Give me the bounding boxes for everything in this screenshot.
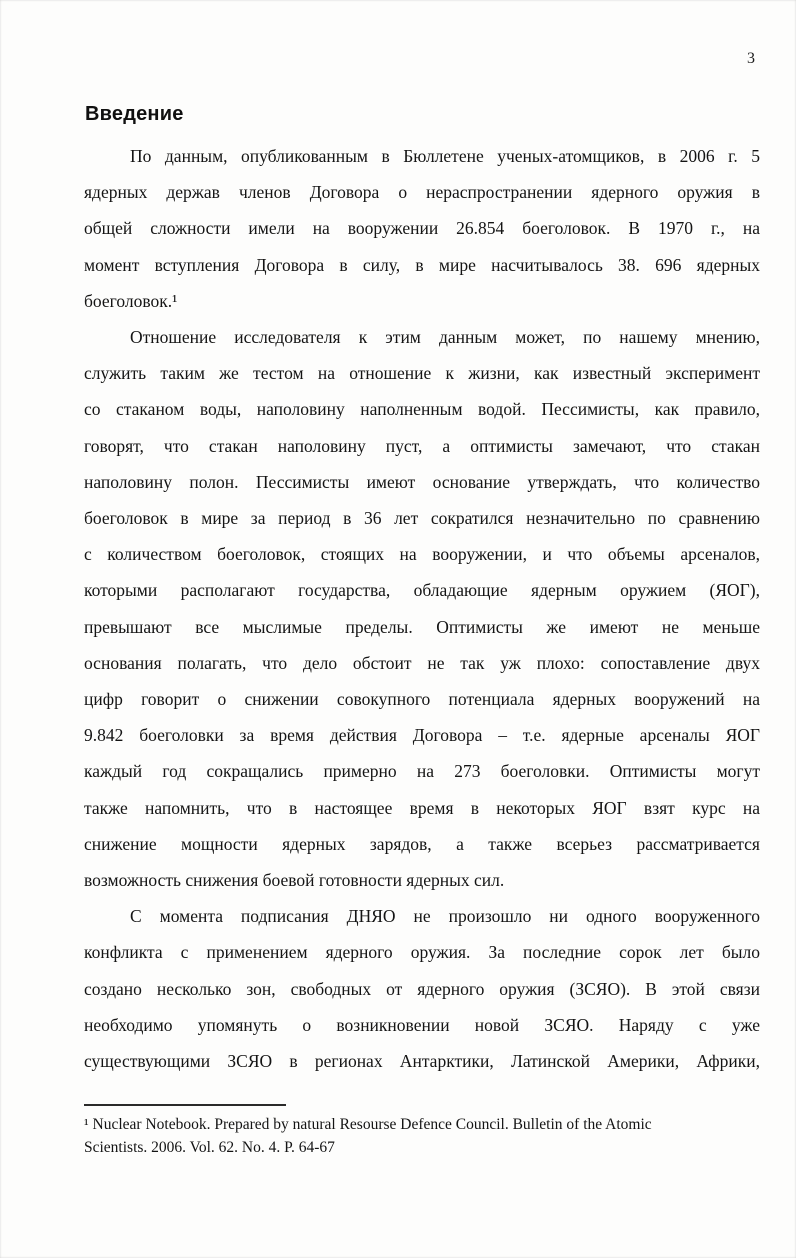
body-text xyxy=(84,138,760,1079)
text-line: говорят, что стакан наполовину пуст, а оптимисты замечают, что стакан xyxy=(84,435,760,456)
footnote-separator xyxy=(84,1104,286,1106)
text-line: наполовину полон. Пессимисты имеют основание утверждать, что количество xyxy=(84,471,760,492)
text-line: каждый год сокращались примерно на 273 боеголовки. Оптимисты могут xyxy=(84,761,760,782)
paragraph xyxy=(84,319,760,898)
paragraph xyxy=(84,138,760,319)
text-line: служить таким же тестом на отношение к жизни, как известный эксперимент xyxy=(84,363,760,384)
text-line: со стаканом воды, наполовину наполненным водой. Пессимисты, как правило, xyxy=(84,399,760,420)
text-line: снижение мощности ядерных зарядов, а также всерьез рассматривается xyxy=(84,833,760,854)
section-heading: Введение xyxy=(85,103,184,125)
text-line: цифр говорит о снижении совокупного потенциала ядерных вооружений на xyxy=(84,689,760,710)
text-line: необходимо упомянуть о возникновении новой ЗСЯО. Наряду с уже xyxy=(84,1014,760,1035)
text-line: основания полагать, что дело обстоит не так уж плохо: сопоставление двух xyxy=(84,652,760,673)
footnote-line: Scientists. 2006. Vol. 62. No. 4. P. 64-67 xyxy=(84,1139,335,1156)
text-line: возможность снижения боевой готовности ядерных сил. xyxy=(84,870,505,891)
text-line: ядерных держав членов Договора о нераспространении ядерного оружия в xyxy=(84,182,760,203)
text-line: момент вступления Договора в силу, в мире насчитывалось 38. 696 ядерных xyxy=(84,254,760,275)
paragraph xyxy=(84,898,760,1079)
text-line: По данным, опубликованным в Бюллетене ученых-атомщиков, в 2006 г. 5 xyxy=(130,146,760,166)
text-line: превышают все мыслимые пределы. Оптимисты же имеют не меньше xyxy=(84,616,760,637)
text-line: существующими ЗСЯО в регионах Антарктики, Латинской Америки, Африки, xyxy=(84,1051,760,1072)
text-line: 9.842 боеголовки за время действия Договора – т.е. ядерные арсеналы ЯОГ xyxy=(84,725,760,746)
text-line: боеголовок.¹ xyxy=(84,290,178,311)
text-line: Отношение исследователя к этим данным может, по нашему мнению, xyxy=(130,327,760,348)
text-line: С момента подписания ДНЯО не произошло ни одного вооруженного xyxy=(130,906,760,927)
text-line: конфликта с применением ядерного оружия. За последние сорок лет было xyxy=(84,942,760,963)
text-line: с количеством боеголовок, стоящих на вооружении, и что объемы арсеналов, xyxy=(84,544,760,565)
footnote-text xyxy=(84,1113,760,1159)
footnote xyxy=(84,1104,760,1159)
text-line: общей сложности имели на вооружении 26.854 боеголовок. В 1970 г., на xyxy=(84,218,760,239)
text-line: создано несколько зон, свободных от ядерного оружия (ЗСЯО). В этой связи xyxy=(84,978,760,999)
text-line: которыми располагают государства, обладающие ядерным оружием (ЯОГ), xyxy=(84,580,760,601)
text-line: боеголовок в мире за период в 36 лет сократился незначительно по сравнению xyxy=(84,508,760,529)
text-line: также напомнить, что в настоящее время в некоторых ЯОГ взят курс на xyxy=(84,797,760,818)
page-number: 3 xyxy=(747,50,755,67)
footnote-line: ¹ Nuclear Notebook. Prepared by natural Resourse Defence Council. Bulletin of the Atomic xyxy=(84,1116,652,1133)
